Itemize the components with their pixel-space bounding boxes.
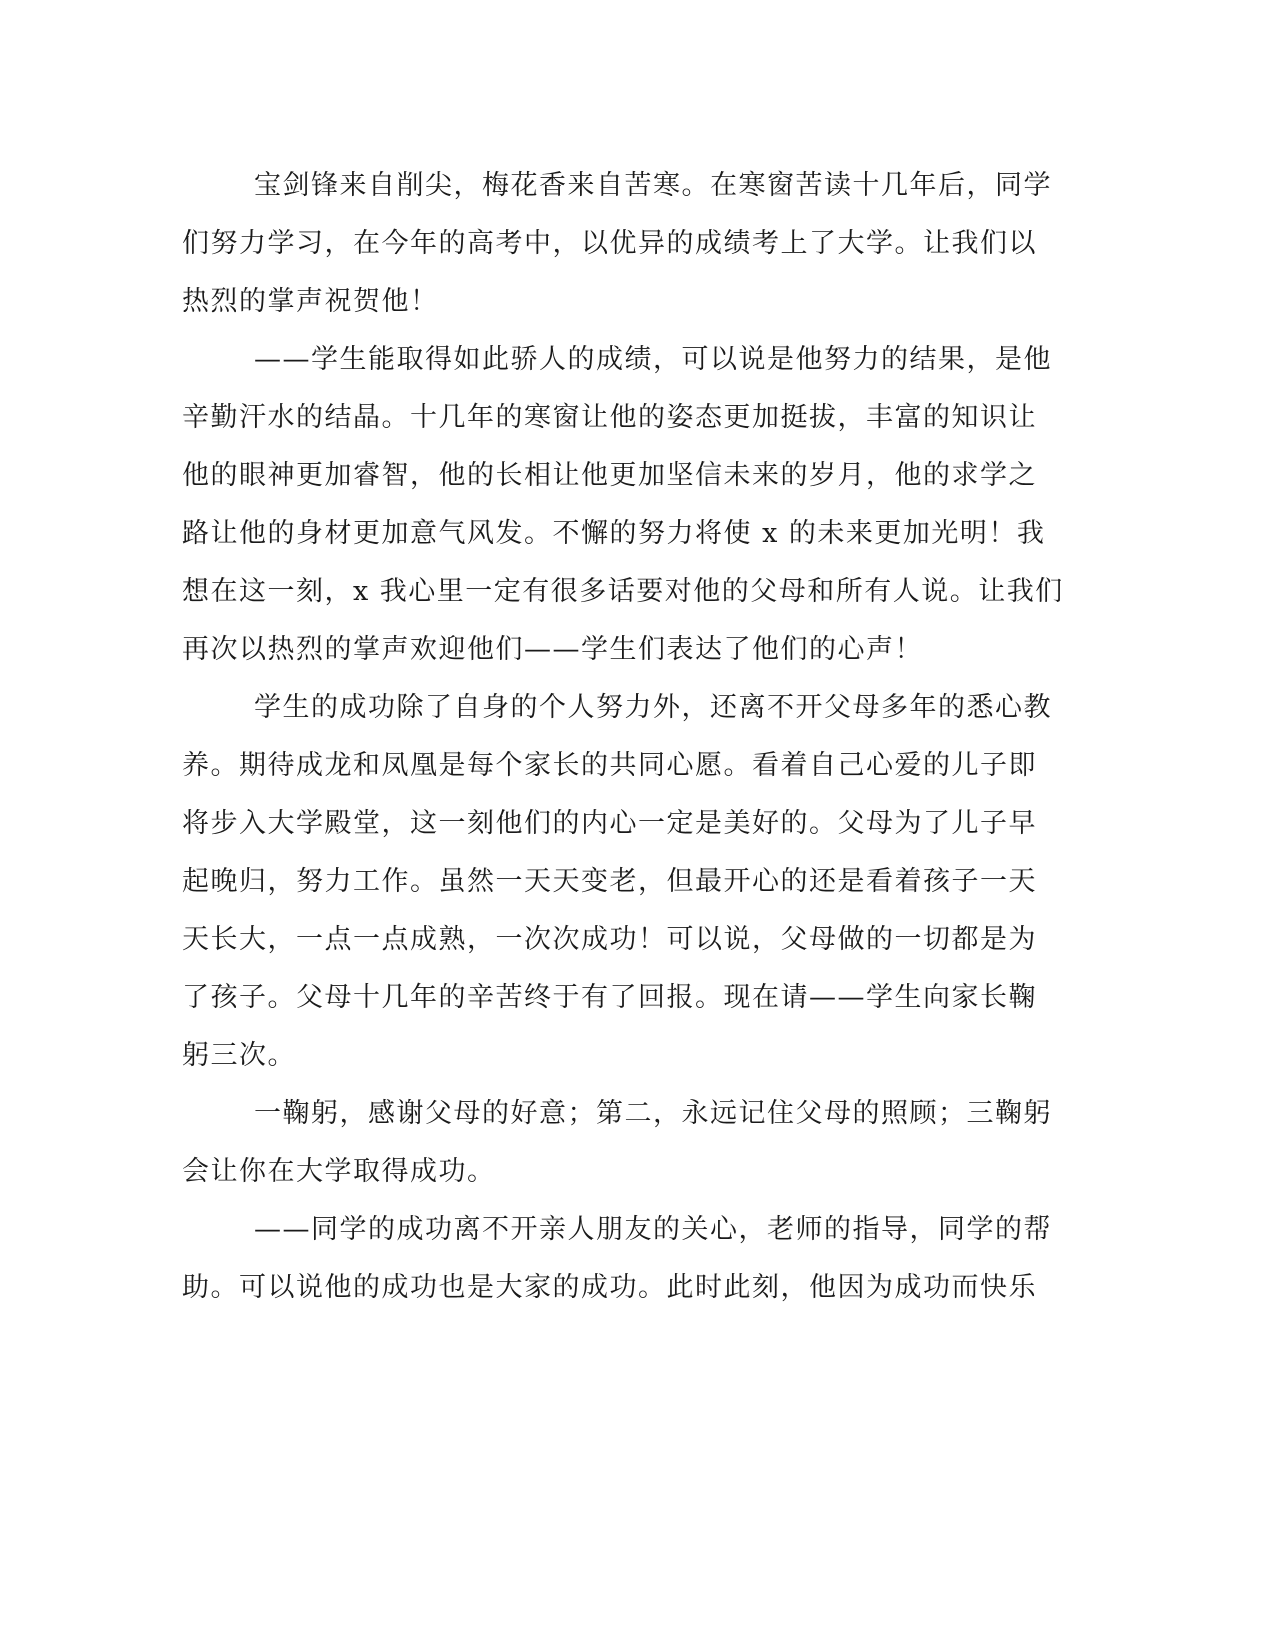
text-line: 宝剑锋来自削尖，梅花香来自苦寒。在寒窗苦读十几年后，同学 bbox=[254, 170, 1052, 201]
paragraph-4 bbox=[182, 1085, 1052, 1201]
paragraph-1 bbox=[182, 157, 1052, 331]
text-line: 他的眼神更加睿智，他的长相让他更加坚信未来的岁月，他的求学之 bbox=[182, 460, 1037, 491]
paragraph-3 bbox=[182, 679, 1052, 1085]
text-line: 热烈的掌声祝贺他！ bbox=[182, 286, 439, 317]
text-line: 将步入大学殿堂，这一刻他们的内心一定是美好的。父母为了儿子早 bbox=[182, 808, 1037, 839]
text-line: 们努力学习，在今年的高考中，以优异的成绩考上了大学。让我们以 bbox=[182, 228, 1037, 259]
text-line: 想在这一刻，x 我心里一定有很多话要对他的父母和所有人说。让我们 bbox=[182, 576, 1064, 607]
text-line: 起晚归，努力工作。虽然一天天变老，但最开心的还是看着孩子一天 bbox=[182, 866, 1037, 897]
paragraph-2 bbox=[182, 331, 1064, 679]
text-line: 再次以热烈的掌声欢迎他们——学生们表达了他们的心声！ bbox=[182, 634, 923, 665]
text-line: 天长大，一点一点成熟，一次次成功！可以说，父母做的一切都是为 bbox=[182, 924, 1037, 955]
text-line: 辛勤汗水的结晶。十几年的寒窗让他的姿态更加挺拔，丰富的知识让 bbox=[182, 402, 1037, 433]
text-line: 助。可以说他的成功也是大家的成功。此时此刻，他因为成功而快乐 bbox=[182, 1272, 1037, 1303]
text-line: 一鞠躬，感谢父母的好意；第二，永远记住父母的照顾；三鞠躬 bbox=[254, 1098, 1052, 1129]
text-line: 躬三次。 bbox=[182, 1040, 296, 1071]
text-line: ——同学的成功离不开亲人朋友的关心，老师的指导，同学的帮 bbox=[254, 1214, 1052, 1245]
text-line: ——学生能取得如此骄人的成绩，可以说是他努力的结果，是他 bbox=[254, 344, 1052, 375]
text-line: 养。期待成龙和凤凰是每个家长的共同心愿。看着自己心爱的儿子即 bbox=[182, 750, 1037, 781]
text-line: 学生的成功除了自身的个人努力外，还离不开父母多年的悉心教 bbox=[254, 692, 1052, 723]
text-line: 会让你在大学取得成功。 bbox=[182, 1156, 496, 1187]
text-line: 路让他的身材更加意气风发。不懈的努力将使 x 的未来更加光明！我 bbox=[182, 518, 1046, 549]
document-body bbox=[182, 157, 1064, 1317]
paragraph-5 bbox=[182, 1201, 1052, 1317]
text-line: 了孩子。父母十几年的辛苦终于有了回报。现在请——学生向家长鞠 bbox=[182, 982, 1037, 1013]
